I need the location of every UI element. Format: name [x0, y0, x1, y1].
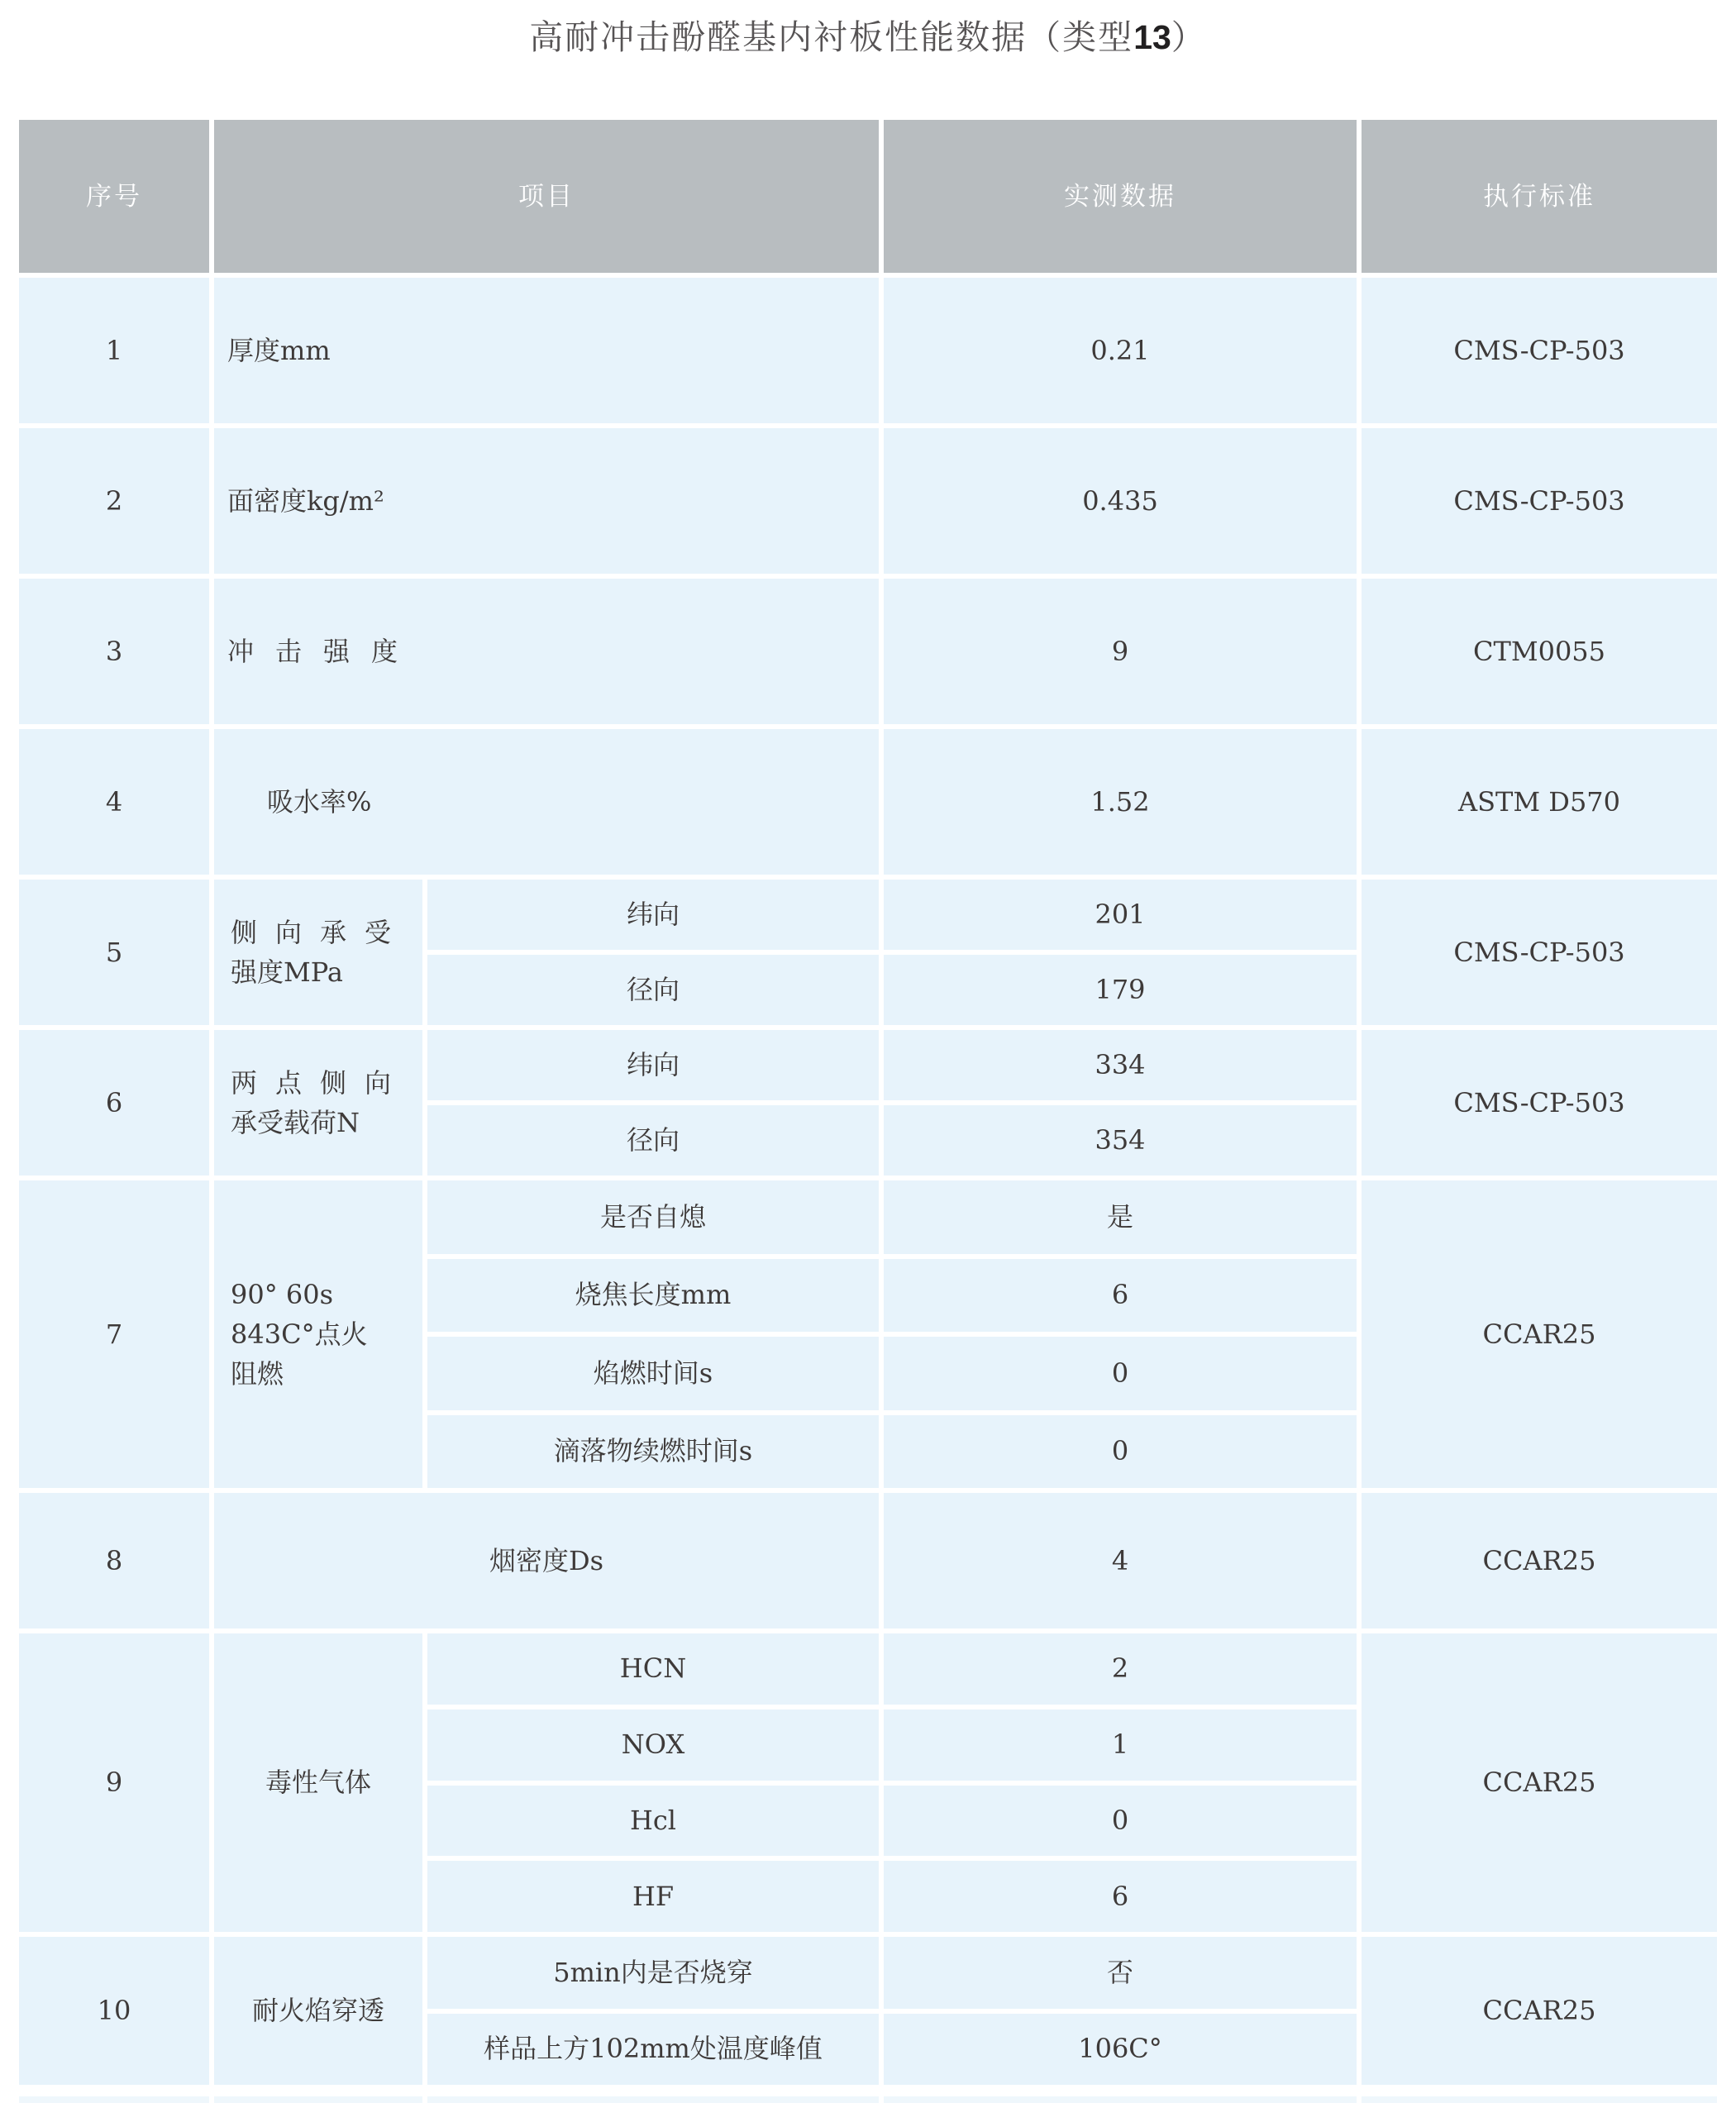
row3-standard-cell: CTM0055	[1362, 579, 1717, 724]
row10-subrow-1	[427, 1937, 1357, 2009]
row6-standard-cell: CMS-CP-503	[1362, 1030, 1717, 1175]
row9-subrow-1	[427, 1633, 1357, 1705]
row2-no-cell: 2	[19, 428, 209, 574]
row9-no-cell: 9	[19, 1633, 209, 1932]
row5-sub2-label-cell: 径向	[427, 955, 879, 1025]
row2-data-cell: 0.435	[884, 428, 1357, 574]
row1-standard-cell: CMS-CP-503	[1362, 278, 1717, 423]
row7-standard-cell: CCAR25	[1362, 1180, 1717, 1488]
table-row-9	[19, 1633, 1717, 1932]
row9-subrows	[427, 1633, 1357, 1932]
row5-sub1-value-cell: 201	[884, 880, 1357, 950]
row7-sub3-value-cell: 0	[884, 1337, 1357, 1410]
row7-subrow-1	[427, 1180, 1357, 1254]
row4-item-cell: 吸水率%	[214, 729, 879, 875]
row1-item-cell: 厚度mm	[214, 278, 879, 423]
row7-sub1-label-cell: 是否自熄	[427, 1180, 879, 1254]
row7-sub1-value-cell: 是	[884, 1180, 1357, 1254]
table-row-7	[19, 1180, 1717, 1488]
row5-subrows	[427, 880, 1357, 1025]
row6-subrows	[427, 1030, 1357, 1175]
row7-sub2-label-cell: 烧焦长度mm	[427, 1259, 879, 1333]
row7-sub2-value-cell: 6	[884, 1259, 1357, 1333]
row6-no-cell: 6	[19, 1030, 209, 1175]
row7-sub3-label-cell: 焰燃时间s	[427, 1337, 879, 1410]
partial-data-cell	[884, 2096, 1357, 2103]
row6-subrow-2	[427, 1105, 1357, 1175]
row9-sub2-value-cell: 1	[884, 1710, 1357, 1781]
row7-no-cell: 7	[19, 1180, 209, 1488]
row6-sub2-value-cell: 354	[884, 1105, 1357, 1175]
row5-no-cell: 5	[19, 880, 209, 1025]
row10-subrow-2	[427, 2014, 1357, 2086]
row4-data-cell: 1.52	[884, 729, 1357, 875]
row9-sub1-label-cell: HCN	[427, 1633, 879, 1705]
row7-sub4-label-cell: 滴落物续燃时间s	[427, 1415, 879, 1489]
row1-data-cell: 0.21	[884, 278, 1357, 423]
row7-subrows	[427, 1180, 1357, 1488]
row7-item-line3: 阻燃	[231, 1358, 284, 1390]
header-cell-standard: 执行标准	[1362, 120, 1717, 273]
row10-sub1-label-cell: 5min内是否烧穿	[427, 1937, 879, 2009]
row7-subrow-4	[427, 1415, 1357, 1489]
row2-standard-cell: CMS-CP-503	[1362, 428, 1717, 574]
page-title	[0, 10, 1736, 59]
row3-no-cell: 3	[19, 579, 209, 724]
row7-item-line1: 90° 60s	[231, 1279, 334, 1310]
row9-sub1-value-cell: 2	[884, 1633, 1357, 1705]
row7-item-line2: 843C°点火	[231, 1319, 368, 1350]
performance-data-table	[19, 120, 1717, 2103]
row10-sub2-value-cell: 106C°	[884, 2014, 1357, 2086]
row10-sub2-label-cell: 样品上方102mm处温度峰值	[427, 2014, 879, 2086]
page-title-type-number: 13	[1133, 18, 1171, 56]
row6-sub2-label-cell: 径向	[427, 1105, 879, 1175]
row8-no-cell: 8	[19, 1493, 209, 1629]
table-row-5	[19, 880, 1717, 1025]
partial-item-cell	[214, 2096, 422, 2103]
header-cell-no: 序号	[19, 120, 209, 273]
row5-item-line1: 侧向承受	[231, 917, 410, 948]
partial-standard-cell	[1362, 2096, 1717, 2103]
row4-no-cell: 4	[19, 729, 209, 875]
row4-standard-cell: ASTM D570	[1362, 729, 1717, 875]
row7-item-cell	[214, 1180, 422, 1488]
row5-item-line2: 强度MPa	[231, 956, 343, 988]
table-row-6	[19, 1030, 1717, 1175]
row10-subrows	[427, 1937, 1357, 2085]
header-cell-data: 实测数据	[884, 120, 1357, 273]
row2-item-cell: 面密度kg/m²	[214, 428, 879, 574]
partial-sub-cell	[427, 2096, 879, 2103]
table-header-row	[19, 120, 1717, 273]
row10-item-cell: 耐火焰穿透	[214, 1937, 422, 2085]
row5-standard-cell: CMS-CP-503	[1362, 880, 1717, 1025]
row3-data-cell: 9	[884, 579, 1357, 724]
row5-sub1-label-cell: 纬向	[427, 880, 879, 950]
row6-sub1-value-cell: 334	[884, 1030, 1357, 1100]
row5-item-cell	[214, 880, 422, 1025]
row9-item-cell: 毒性气体	[214, 1633, 422, 1932]
row5-subrow-2	[427, 955, 1357, 1025]
row6-item-line2: 承受载荷N	[231, 1107, 360, 1138]
row3-item-cell: 冲击强度	[214, 579, 879, 724]
row1-no-cell: 1	[19, 278, 209, 423]
table-row-3	[19, 579, 1717, 724]
row7-subrow-3	[427, 1337, 1357, 1410]
table-row-10	[19, 1937, 1717, 2085]
row9-sub3-value-cell: 0	[884, 1786, 1357, 1857]
page-title-suffix: ）	[1171, 18, 1207, 56]
row9-subrow-4	[427, 1861, 1357, 1932]
row9-sub2-label-cell: NOX	[427, 1710, 879, 1781]
table-row-4	[19, 729, 1717, 875]
row7-sub4-value-cell: 0	[884, 1415, 1357, 1489]
row9-standard-cell: CCAR25	[1362, 1633, 1717, 1932]
table-row-1	[19, 278, 1717, 423]
page-title-text: 高耐冲击酚醛基内衬板性能数据（类型	[529, 18, 1134, 56]
row8-item-cell: 烟密度Ds	[214, 1493, 879, 1629]
row10-standard-cell: CCAR25	[1362, 1937, 1717, 2085]
row10-no-cell: 10	[19, 1937, 209, 2085]
row5-subrow-1	[427, 880, 1357, 950]
table-row-2	[19, 428, 1717, 574]
row9-sub4-label-cell: HF	[427, 1861, 879, 1932]
row6-item-line1: 两点侧向	[231, 1067, 410, 1099]
row6-subrow-1	[427, 1030, 1357, 1100]
partial-next-row	[19, 2096, 1717, 2103]
row7-subrow-2	[427, 1259, 1357, 1333]
row9-subrow-3	[427, 1786, 1357, 1857]
header-cell-item: 项目	[214, 120, 879, 273]
partial-no-cell	[19, 2096, 209, 2103]
row6-sub1-label-cell: 纬向	[427, 1030, 879, 1100]
row9-subrow-2	[427, 1710, 1357, 1781]
table-row-8	[19, 1493, 1717, 1629]
row10-sub1-value-cell: 否	[884, 1937, 1357, 2009]
row9-sub3-label-cell: Hcl	[427, 1786, 879, 1857]
row6-item-cell	[214, 1030, 422, 1175]
row8-standard-cell: CCAR25	[1362, 1493, 1717, 1629]
row5-sub2-value-cell: 179	[884, 955, 1357, 1025]
row8-data-cell: 4	[884, 1493, 1357, 1629]
row9-sub4-value-cell: 6	[884, 1861, 1357, 1932]
